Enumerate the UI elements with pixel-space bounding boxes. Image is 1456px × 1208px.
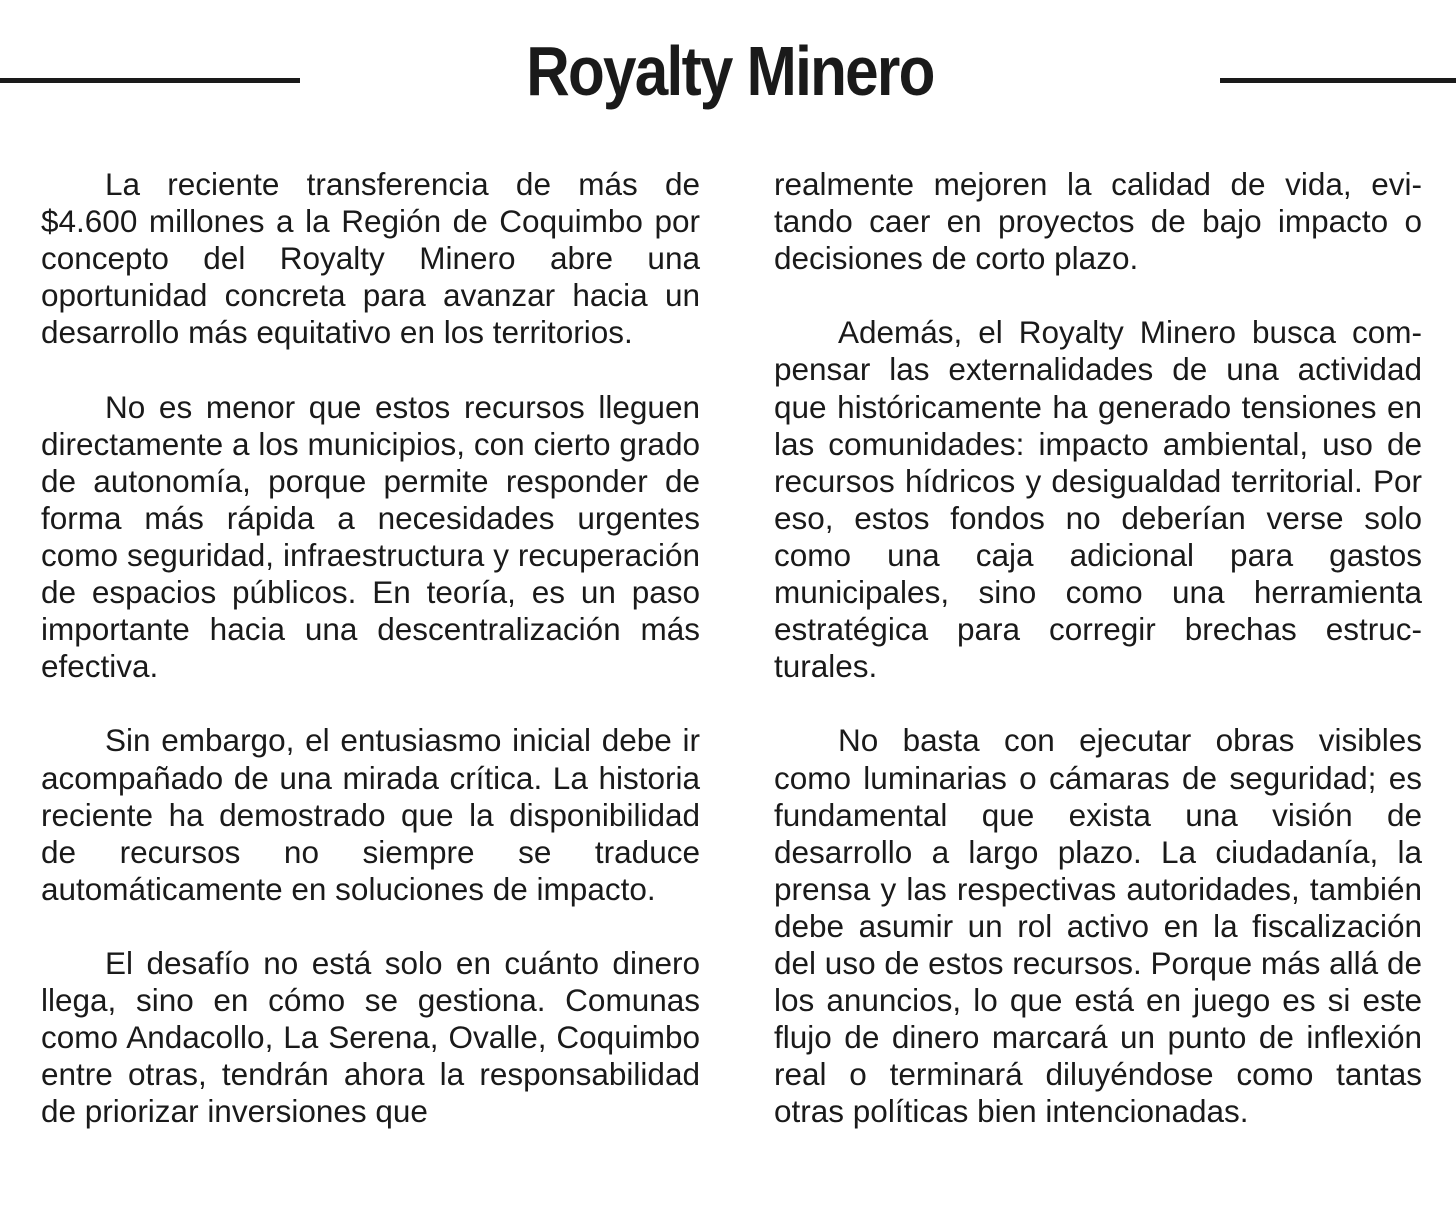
paragraph: El desafío no está solo en cuánto dinero llega, sino en cómo se gestiona. Comunas como Andacollo, La Serena, Ovalle, Coquimbo entre otras, tendrán ahora la responsabilidad de priorizar inversiones que — [41, 944, 700, 1130]
article-title: Royalty Minero — [526, 32, 934, 110]
paragraph: Además, el Royalty Minero busca compensar las externalidades de una actividad que históricamente ha generado tensiones en las comunidades: impacto ambiental, uso de recursos hídricos y desigualdad territorial. Por eso, estos fondos no deberían verse solo como una caja adicional para gastos municipales, sino como una herramienta estratégica para corregir brechas estructurales. — [774, 314, 1422, 685]
paragraph: No es menor que estos recursos lleguen directamente a los municipios, con cierto grado de autonomía, porque permite responder de forma más rápida a necesidades urgentes como seguridad, infraestructura y recuperación de espacios públicos. En teoría, es un paso importante hacia una descentralización más efectiva. — [41, 388, 700, 685]
right-header-rule — [1220, 78, 1456, 83]
left-column — [41, 166, 700, 1168]
paragraph: La reciente transferencia de más de $4.600 millones a la Región de Coquimbo por concepto del Royalty Minero abre una oportunidad concreta para avanzar hacia un desarrollo más equitativo en los territorios. — [41, 166, 700, 351]
paragraph: No basta con ejecutar obras visibles como luminarias o cámaras de seguridad; es fundamental que exista una visión de desarrollo a largo plazo. La ciudadanía, la prensa y las respectivas autoridades, también debe asumir un rol activo en la fiscalización del uso de estos recursos. Porque más allá de los anuncios, lo que está en juego es si este flujo de dinero marcará un punto de inflexión real o terminará diluyéndose como tantas otras políticas bien intencionadas. — [774, 722, 1422, 1130]
article-header — [0, 18, 1456, 118]
right-column — [774, 166, 1422, 1168]
paragraph-continued: realmente mejoren la calidad de vida, evitando caer en proyectos de bajo impacto o decisiones de corto plazo. — [774, 166, 1422, 277]
paragraph: Sin embargo, el entusiasmo inicial debe ir acompañado de una mirada crítica. La historia reciente ha demostrado que la disponibilidad de recursos no siempre se traduce automáticamente en soluciones de impacto. — [41, 722, 700, 907]
